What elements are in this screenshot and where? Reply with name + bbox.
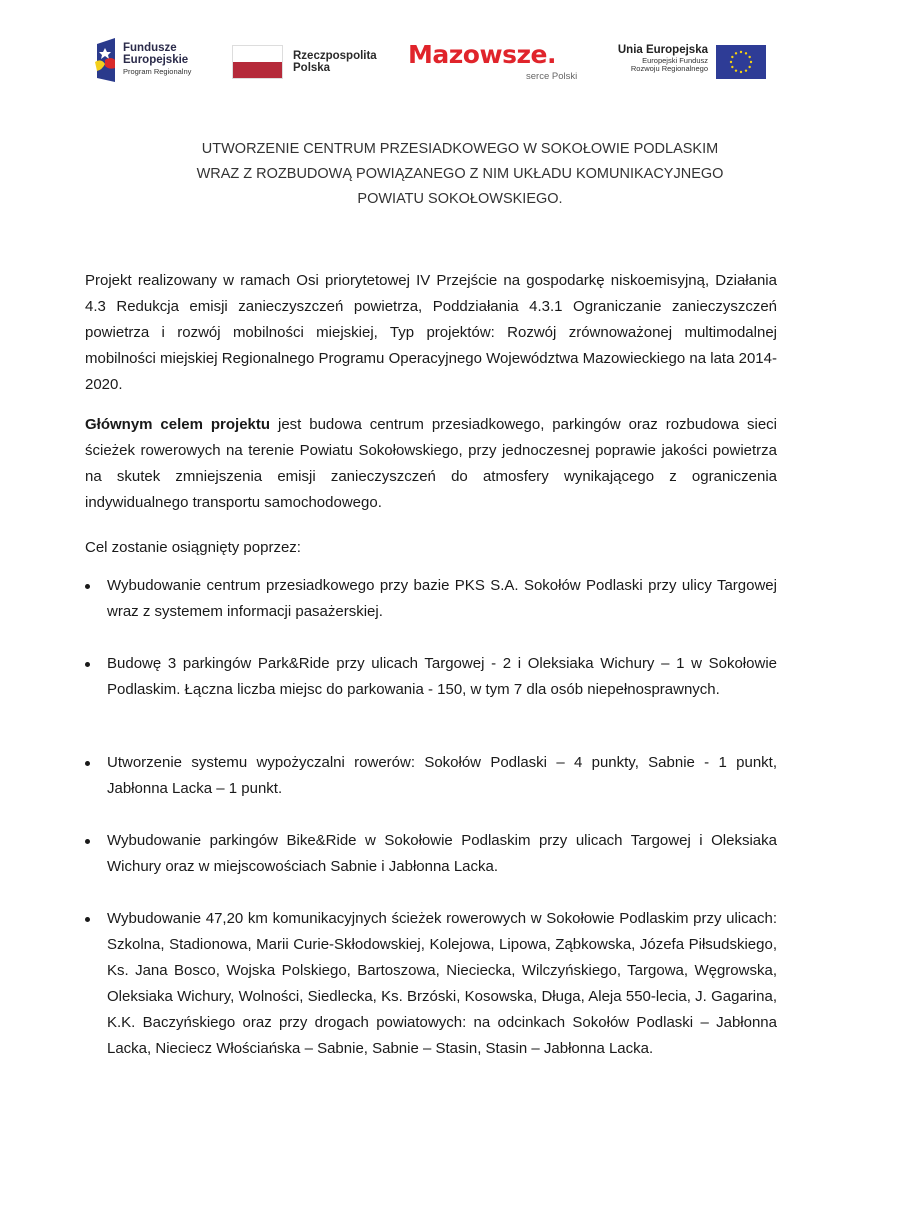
eu-star-icon bbox=[750, 61, 752, 63]
title-line: UTWORZENIE CENTRUM PRZESIADKOWEGO W SOKOŁOWIE PODLASKIM bbox=[201, 141, 719, 157]
mazowsze-wordmark: Mazowsze. bbox=[408, 40, 556, 69]
polish-flag-icon bbox=[232, 45, 283, 79]
bullet-icon bbox=[85, 584, 90, 589]
rzeczpospolita-polska-logo bbox=[232, 36, 382, 88]
list-item: Wybudowanie 47,20 km komunikacyjnych ścieżek rowerowych w Sokołowie Podlaskim przy ulicach: Szkolna, Stadionowa, Marii Curie-Skłodowskiej, Kolejowa, Lipowa, Ząbkowska, Józefa Piłsudskiego, Ks. Jana Bosco, Wojska Polskiego, Bartoszowa, Nieciecka, Wilczyńskiego, Targowa, Węgrowska, Oleksiaka Wichury, Wolności, Siedlecka, Ks. Brzóski, Kosowska, Długa, Aleja 550-lecia, J. Gagarina, K.K. Baczyńskiego oraz przy drogach powiatowych: na odcinkach Sokołów Podlaski – Jabłonna Lacka, Nieciecz Włościańska – Sabnie, Sabnie – Stasin, Stasin – Jabłonna Lacka. bbox=[85, 906, 777, 1062]
unia-europejska-text: Unia Europejska Europejski Fundusz Rozwoju Regionalnego bbox=[617, 44, 708, 73]
bullet-icon bbox=[85, 662, 90, 667]
eu-star-icon bbox=[740, 71, 742, 73]
list-item: Wybudowanie parkingów Bike&Ride w Sokołowie Podlaskim przy ulicach Targowej i Oleksiaka Wichury oraz w miejscowościach Sabnie i Jabłonna Lacka. bbox=[85, 828, 777, 880]
title-line: POWIATU SOKOŁOWSKIEGO. bbox=[357, 191, 563, 207]
eu-flag-icon bbox=[716, 45, 766, 79]
lead-paragraph: Cel zostanie osiągnięty poprzez: bbox=[85, 539, 301, 556]
eu-star-icon bbox=[740, 51, 742, 53]
eu-star-icon bbox=[748, 66, 750, 68]
logo-bar bbox=[0, 36, 900, 88]
unia-europejska-logo bbox=[616, 36, 768, 88]
eu-star-icon bbox=[748, 56, 750, 58]
fundusze-europejskie-icon bbox=[93, 38, 117, 82]
title-line: WRAZ Z ROZBUDOWĄ POWIĄZANEGO Z NIM UKŁADU KOMUNIKACYJNEGO bbox=[196, 166, 724, 182]
goal-text: jest budowa centrum przesiadkowego, parkingów oraz rozbudowa sieci ścieżek rowerowych na terenie Powiatu Sokołowskiego, przy jednoczesnej poprawie jakości powietrza na skutek zmniejszenia emisji zanieczyszczeń do atmosfery wynikającego z ograniczenia indywidualnego transportu samochodowego. bbox=[85, 416, 778, 511]
bullet-icon bbox=[85, 761, 90, 766]
goal-paragraph bbox=[85, 412, 777, 516]
bullet-icon bbox=[85, 839, 90, 844]
bullet-icon bbox=[85, 917, 90, 922]
document-title bbox=[100, 137, 820, 212]
mazowsze-logo bbox=[408, 36, 588, 88]
eu-star-icon bbox=[730, 61, 732, 63]
eu-star-icon bbox=[745, 52, 747, 54]
goal-emphasis: Głównym celem projektu bbox=[85, 416, 271, 433]
mazowsze-tagline: serce Polski bbox=[526, 71, 578, 82]
list-item: Utworzenie systemu wypożyczalni rowerów: Sokołów Podlaski – 4 punkty, Sabnie - 1 punkt, Jabłonna Lacka – 1 punkt. bbox=[85, 750, 777, 802]
list-item: Wybudowanie centrum przesiadkowego przy bazie PKS S.A. Sokołów Podlaski przy ulicy Targowej wraz z systemem informacji pasażerskiej. bbox=[85, 573, 777, 625]
eu-star-icon bbox=[731, 56, 733, 58]
eu-star-icon bbox=[735, 69, 737, 71]
eu-star-icon bbox=[731, 66, 733, 68]
rzeczpospolita-polska-text: Rzeczpospolita Polska bbox=[293, 50, 377, 75]
list-item: Budowę 3 parkingów Park&Ride przy ulicach Targowej - 2 i Oleksiaka Wichury – 1 w Sokołowie Podlaskim. Łączna liczba miejsc do parkowania - 150, w tym 7 dla osób niepełnosprawnych. bbox=[85, 651, 777, 703]
fundusze-europejskie-text: Fundusze Europejskie Program Regionalny bbox=[123, 42, 192, 77]
intro-paragraph: Projekt realizowany w ramach Osi priorytetowej IV Przejście na gospodarkę niskoemisyjną, Działania 4.3 Redukcja emisji zanieczyszczeń powietrza, Poddziałania 4.3.1 Ograniczanie zanieczyszczeń powietrza i rozwój mobilności miejskiej, Typ projektów: Rozwój zrównoważonej multimodalnej mobilności miejskiej Regionalnego Programu Operacyjnego Województwa Mazowieckiego na lata 2014-2020. bbox=[85, 272, 777, 393]
fundusze-europejskie-logo bbox=[93, 36, 208, 88]
eu-star-icon bbox=[735, 52, 737, 54]
eu-star-icon bbox=[745, 69, 747, 71]
